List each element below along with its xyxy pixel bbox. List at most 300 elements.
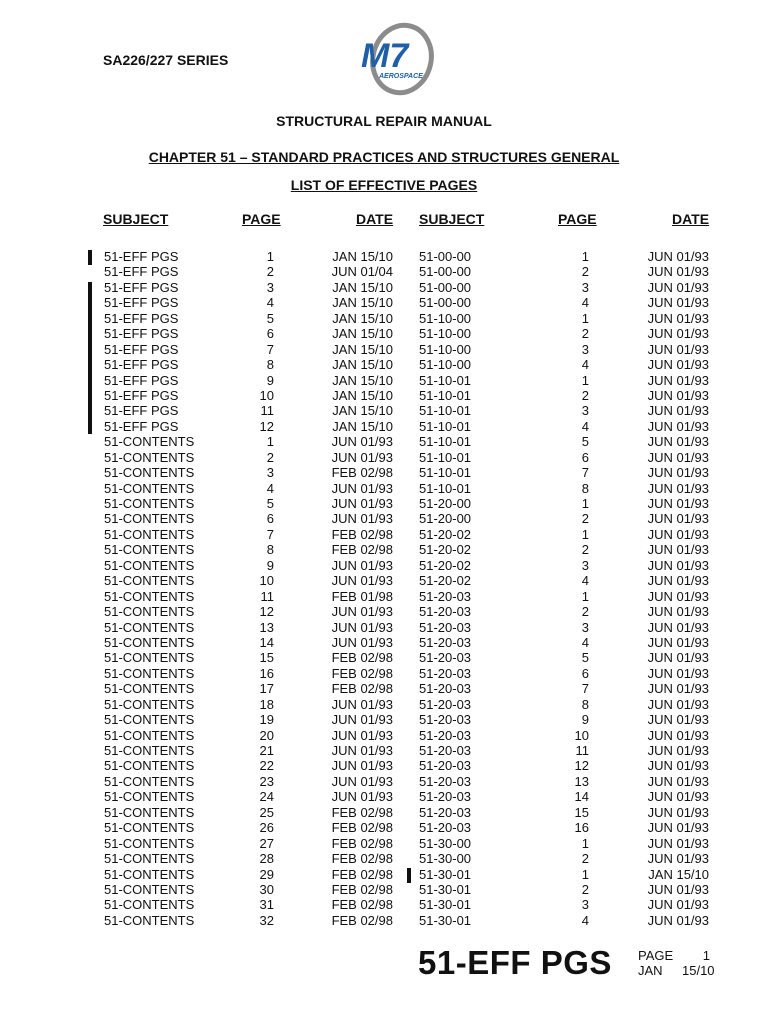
cell-date-right: JUN 01/93 — [647, 341, 709, 357]
cell-date-right: JUN 01/93 — [647, 727, 709, 743]
cell-date-left: FEB 02/98 — [331, 465, 393, 481]
cell-page-right: 5 — [581, 434, 589, 450]
cell-date-left: JAN 15/10 — [332, 418, 393, 434]
cell-subject-left: 51-CONTENTS — [104, 712, 195, 728]
cell-date-left: FEB 02/98 — [331, 542, 393, 558]
cell-page-left: 7 — [266, 341, 274, 357]
cell-date-left: JUN 01/93 — [331, 557, 393, 573]
cell-subject-right: 51-20-03 — [419, 619, 472, 635]
table-row — [0, 604, 768, 619]
cell-date-left: JUN 01/93 — [331, 604, 393, 620]
table-row — [0, 666, 768, 681]
cell-subject-left: 51-CONTENTS — [104, 804, 195, 820]
cell-page-right: 13 — [574, 773, 589, 789]
cell-subject-right: 51-20-02 — [419, 542, 472, 558]
cell-page-left: 32 — [259, 912, 274, 928]
table-row — [0, 264, 768, 279]
cell-page-right: 1 — [581, 866, 589, 882]
cell-subject-left: 51-CONTENTS — [104, 696, 195, 712]
cell-subject-left: 51-CONTENTS — [104, 681, 195, 697]
table-row — [0, 589, 768, 604]
cell-date-left: JUN 01/93 — [331, 434, 393, 450]
m7-aerospace-logo — [355, 22, 441, 100]
cell-page-right: 16 — [574, 820, 589, 836]
cell-subject-right: 51-30-01 — [419, 897, 472, 913]
cell-subject-right: 51-00-00 — [419, 279, 472, 295]
cell-subject-left: 51-EFF PGS — [104, 295, 179, 311]
table-row — [0, 650, 768, 665]
table-row — [0, 789, 768, 804]
cell-date-right: JUN 01/93 — [647, 743, 709, 758]
cell-page-left: 11 — [260, 403, 274, 419]
cell-page-left: 3 — [266, 279, 274, 295]
table-row — [0, 357, 768, 372]
cell-subject-left: 51-CONTENTS — [104, 496, 195, 511]
cell-subject-right: 51-20-00 — [419, 511, 472, 527]
cell-subject-left: 51-CONTENTS — [104, 866, 195, 882]
cell-subject-right: 51-20-03 — [419, 773, 472, 789]
cell-page-right: 2 — [581, 511, 589, 527]
cell-date-left: FEB 02/98 — [331, 681, 393, 697]
cell-subject-right: 51-30-01 — [419, 881, 472, 897]
cell-subject-left: 51-CONTENTS — [104, 511, 195, 527]
cell-date-left: FEB 02/98 — [331, 881, 393, 897]
cell-subject-right: 51-00-00 — [419, 295, 472, 311]
cell-date-left: JUN 01/93 — [331, 480, 393, 496]
cell-subject-right: 51-10-01 — [419, 387, 472, 403]
cell-page-left: 25 — [259, 804, 274, 820]
cell-subject-left: 51-CONTENTS — [104, 758, 195, 774]
cell-subject-left: 51-EFF PGS — [104, 279, 179, 295]
cell-page-left: 16 — [259, 665, 274, 681]
cell-subject-right: 51-30-01 — [419, 912, 472, 928]
cell-date-left: FEB 02/98 — [331, 912, 393, 928]
cell-subject-right: 51-20-02 — [419, 526, 472, 542]
table-row — [0, 867, 768, 882]
cell-subject-right: 51-10-00 — [419, 341, 472, 357]
cell-subject-left: 51-CONTENTS — [104, 851, 195, 867]
cell-page-right: 6 — [581, 449, 589, 465]
cell-subject-left: 51-CONTENTS — [104, 650, 195, 666]
footer-date-label: JAN — [638, 963, 663, 978]
table-row — [0, 712, 768, 727]
cell-subject-right: 51-20-03 — [419, 743, 472, 758]
cell-subject-left: 51-CONTENTS — [104, 820, 195, 836]
cell-page-right: 1 — [581, 310, 589, 326]
cell-page-left: 8 — [266, 357, 274, 373]
cell-date-left: JUN 01/93 — [331, 619, 393, 635]
cell-date-right: JUN 01/93 — [647, 804, 709, 820]
table-row — [0, 805, 768, 820]
cell-page-right: 3 — [581, 341, 589, 357]
table-row — [0, 743, 768, 758]
cell-date-right: JUN 01/93 — [647, 526, 709, 542]
cell-page-left: 2 — [266, 449, 274, 465]
col-subject-header-left: SUBJECT — [103, 211, 169, 227]
cell-date-left: JAN 15/10 — [332, 357, 393, 373]
cell-subject-right: 51-10-01 — [419, 480, 472, 496]
cell-page-left: 31 — [259, 897, 274, 913]
table-row — [0, 573, 768, 588]
table-row — [0, 851, 768, 866]
cell-date-left: JAN 15/10 — [332, 341, 393, 357]
cell-page-right: 3 — [581, 897, 589, 913]
table-row — [0, 913, 768, 928]
cell-subject-right: 51-10-01 — [419, 372, 472, 388]
table-row — [0, 295, 768, 310]
cell-date-right: JUN 01/93 — [647, 851, 709, 867]
cell-page-left: 5 — [266, 310, 274, 326]
cell-date-right: JUN 01/93 — [647, 264, 709, 280]
cell-page-right: 2 — [581, 542, 589, 558]
cell-date-right: JUN 01/93 — [647, 295, 709, 311]
cell-page-right: 1 — [581, 526, 589, 542]
cell-date-left: FEB 02/98 — [331, 866, 393, 882]
cell-subject-left: 51-CONTENTS — [104, 542, 195, 558]
table-row — [0, 527, 768, 542]
cell-subject-left: 51-CONTENTS — [104, 727, 195, 743]
cell-page-left: 1 — [266, 434, 274, 450]
cell-page-left: 12 — [259, 418, 274, 434]
cell-subject-right: 51-10-00 — [419, 326, 472, 342]
cell-date-right: JUN 01/93 — [647, 681, 709, 697]
cell-page-right: 2 — [581, 326, 589, 342]
cell-date-right: JUN 01/93 — [647, 372, 709, 388]
cell-date-right: JUN 01/93 — [647, 449, 709, 465]
col-page-header-left: PAGE — [242, 211, 281, 227]
table-row — [0, 820, 768, 835]
cell-date-right: JUN 01/93 — [647, 403, 709, 419]
cell-page-left: 22 — [259, 758, 274, 774]
cell-date-right: JUN 01/93 — [647, 712, 709, 728]
cell-subject-right: 51-20-03 — [419, 665, 472, 681]
table-row — [0, 249, 768, 264]
effective-pages-table — [0, 249, 768, 928]
table-row — [0, 388, 768, 403]
cell-date-left: FEB 02/98 — [331, 851, 393, 867]
cell-subject-right: 51-20-02 — [419, 557, 472, 573]
cell-subject-right: 51-20-03 — [419, 588, 472, 604]
cell-subject-left: 51-EFF PGS — [104, 341, 179, 357]
cell-page-right: 2 — [581, 881, 589, 897]
cell-page-left: 4 — [266, 480, 274, 496]
cell-subject-right: 51-20-03 — [419, 820, 472, 836]
cell-date-right: JUN 01/93 — [647, 310, 709, 326]
cell-page-right: 15 — [574, 804, 589, 820]
cell-date-left: JAN 15/10 — [332, 249, 393, 264]
cell-subject-right: 51-10-01 — [419, 403, 472, 419]
cell-date-left: FEB 02/98 — [331, 650, 393, 666]
cell-date-left: JUN 01/93 — [331, 758, 393, 774]
cell-page-right: 8 — [581, 696, 589, 712]
table-row — [0, 728, 768, 743]
table-row — [0, 450, 768, 465]
cell-subject-left: 51-CONTENTS — [104, 449, 195, 465]
cell-page-right: 7 — [581, 465, 589, 481]
cell-page-left: 6 — [266, 326, 274, 342]
cell-subject-left: 51-CONTENTS — [104, 526, 195, 542]
cell-subject-left: 51-EFF PGS — [104, 264, 179, 280]
cell-date-left: JUN 01/04 — [331, 264, 393, 280]
table-row — [0, 620, 768, 635]
cell-subject-left: 51-CONTENTS — [104, 634, 195, 650]
cell-date-left: JAN 15/10 — [332, 295, 393, 311]
cell-page-right: 10 — [574, 727, 589, 743]
cell-date-right: JUN 01/93 — [647, 557, 709, 573]
cell-subject-left: 51-EFF PGS — [104, 310, 179, 326]
cell-date-right: JUN 01/93 — [647, 542, 709, 558]
cell-page-right: 11 — [575, 743, 589, 758]
cell-page-left: 26 — [259, 820, 274, 836]
footer-date-value: 15/10 — [682, 963, 715, 978]
manual-title: STRUCTURAL REPAIR MANUAL — [276, 113, 492, 129]
cell-subject-right: 51-10-01 — [419, 465, 472, 481]
cell-page-right: 3 — [581, 403, 589, 419]
cell-date-right: JUN 01/93 — [647, 835, 709, 851]
col-date-header-left: DATE — [356, 211, 394, 227]
footer-page-number: 1 — [702, 948, 710, 963]
cell-date-right: JUN 01/93 — [647, 604, 709, 620]
footer-section: 51-EFF PGS — [418, 944, 612, 981]
cell-subject-left: 51-CONTENTS — [104, 773, 195, 789]
cell-subject-left: 51-CONTENTS — [104, 480, 195, 496]
cell-date-left: FEB 02/98 — [331, 897, 393, 913]
cell-page-left: 21 — [259, 743, 274, 758]
cell-page-right: 7 — [581, 681, 589, 697]
cell-page-left: 9 — [266, 372, 274, 388]
cell-date-left: JUN 01/93 — [331, 634, 393, 650]
cell-date-right: JUN 01/93 — [647, 619, 709, 635]
cell-date-right: JUN 01/93 — [647, 418, 709, 434]
cell-date-left: JAN 15/10 — [332, 279, 393, 295]
cell-date-left: JAN 15/10 — [332, 326, 393, 342]
cell-subject-right: 51-20-03 — [419, 650, 472, 666]
col-subject-header-right: SUBJECT — [419, 211, 485, 227]
cell-date-right: JUN 01/93 — [647, 465, 709, 481]
cell-date-right: JUN 01/93 — [647, 696, 709, 712]
cell-subject-right: 51-20-02 — [419, 573, 472, 589]
cell-page-right: 1 — [581, 372, 589, 388]
cell-subject-left: 51-EFF PGS — [104, 387, 179, 403]
cell-date-left: JUN 01/93 — [331, 712, 393, 728]
table-row — [0, 419, 768, 434]
cell-date-right: JUN 01/93 — [647, 634, 709, 650]
cell-page-left: 17 — [259, 681, 274, 697]
list-title: LIST OF EFFECTIVE PAGES — [290, 177, 478, 193]
cell-subject-left: 51-EFF PGS — [104, 249, 179, 264]
table-row — [0, 758, 768, 773]
cell-page-right: 1 — [581, 588, 589, 604]
cell-page-left: 18 — [259, 696, 274, 712]
table-row — [0, 897, 768, 912]
table-row — [0, 465, 768, 480]
cell-page-left: 12 — [259, 604, 274, 620]
cell-subject-right: 51-20-03 — [419, 681, 472, 697]
cell-date-right: JUN 01/93 — [647, 434, 709, 450]
cell-date-left: JUN 01/93 — [331, 743, 393, 758]
table-row — [0, 311, 768, 326]
col-date-header-right: DATE — [672, 211, 710, 227]
cell-subject-left: 51-EFF PGS — [104, 372, 179, 388]
cell-page-left: 23 — [259, 773, 274, 789]
cell-subject-left: 51-CONTENTS — [104, 665, 195, 681]
table-row — [0, 542, 768, 557]
cell-subject-left: 51-EFF PGS — [104, 418, 179, 434]
cell-subject-right: 51-10-01 — [419, 449, 472, 465]
cell-subject-right: 51-10-00 — [419, 357, 472, 373]
cell-subject-left: 51-CONTENTS — [104, 588, 195, 604]
cell-page-right: 6 — [581, 665, 589, 681]
cell-page-left: 2 — [266, 264, 274, 280]
cell-subject-left: 51-CONTENTS — [104, 835, 195, 851]
cell-page-left: 29 — [259, 866, 274, 882]
cell-page-left: 13 — [259, 619, 274, 635]
cell-date-left: FEB 02/98 — [331, 820, 393, 836]
table-row — [0, 836, 768, 851]
footer-page-label: PAGE — [638, 948, 674, 963]
cell-date-right: JUN 01/93 — [647, 573, 709, 589]
table-row — [0, 635, 768, 650]
cell-subject-right: 51-10-01 — [419, 434, 472, 450]
table-row — [0, 558, 768, 573]
table-row — [0, 481, 768, 496]
cell-date-right: JUN 01/93 — [647, 897, 709, 913]
cell-page-right: 4 — [581, 418, 589, 434]
cell-date-right: JUN 01/93 — [647, 650, 709, 666]
cell-page-right: 2 — [581, 387, 589, 403]
table-row — [0, 434, 768, 449]
cell-subject-right: 51-20-03 — [419, 634, 472, 650]
cell-page-right: 2 — [581, 851, 589, 867]
cell-page-left: 1 — [266, 249, 274, 264]
cell-date-right: JUN 01/93 — [647, 665, 709, 681]
cell-subject-left: 51-CONTENTS — [104, 557, 195, 573]
cell-page-right: 2 — [581, 604, 589, 620]
cell-date-right: JUN 01/93 — [647, 480, 709, 496]
cell-page-right: 4 — [581, 634, 589, 650]
chapter-title: CHAPTER 51 – STANDARD PRACTICES AND STRUCTURES GENERAL — [148, 149, 620, 165]
table-row — [0, 697, 768, 712]
cell-date-right: JAN 15/10 — [648, 866, 709, 882]
cell-page-right: 3 — [581, 557, 589, 573]
cell-date-right: JUN 01/93 — [647, 357, 709, 373]
cell-subject-left: 51-CONTENTS — [104, 619, 195, 635]
cell-date-left: FEB 01/98 — [331, 588, 393, 604]
cell-subject-left: 51-CONTENTS — [104, 912, 195, 928]
cell-subject-right: 51-10-00 — [419, 310, 472, 326]
cell-subject-right: 51-20-00 — [419, 496, 472, 511]
cell-page-left: 3 — [266, 465, 274, 481]
cell-date-left: JUN 01/93 — [331, 727, 393, 743]
cell-subject-right: 51-20-03 — [419, 727, 472, 743]
cell-page-right: 14 — [574, 789, 589, 805]
cell-date-left: FEB 02/98 — [331, 665, 393, 681]
cell-subject-left: 51-CONTENTS — [104, 881, 195, 897]
cell-date-left: JUN 01/93 — [331, 696, 393, 712]
logo-text: M7 — [361, 37, 409, 75]
cell-date-left: FEB 02/98 — [331, 526, 393, 542]
cell-date-right: JUN 01/93 — [647, 773, 709, 789]
cell-page-right: 4 — [581, 295, 589, 311]
cell-date-right: JUN 01/93 — [647, 511, 709, 527]
cell-subject-left: 51-CONTENTS — [104, 573, 195, 589]
cell-page-left: 24 — [259, 789, 274, 805]
table-row — [0, 496, 768, 511]
cell-date-left: JAN 15/10 — [332, 310, 393, 326]
cell-page-right: 1 — [581, 496, 589, 511]
cell-subject-left: 51-CONTENTS — [104, 465, 195, 481]
cell-page-right: 1 — [581, 835, 589, 851]
table-row — [0, 403, 768, 418]
cell-subject-right: 51-20-03 — [419, 696, 472, 712]
cell-subject-right: 51-00-00 — [419, 249, 472, 264]
logo-graphic — [355, 22, 441, 100]
cell-date-left: JUN 01/93 — [331, 511, 393, 527]
cell-date-left: FEB 02/98 — [331, 835, 393, 851]
cell-date-left: JUN 01/93 — [331, 789, 393, 805]
cell-date-left: JAN 15/10 — [332, 403, 393, 419]
table-row — [0, 681, 768, 696]
cell-page-left: 19 — [259, 712, 274, 728]
cell-subject-left: 51-CONTENTS — [104, 604, 195, 620]
cell-page-left: 28 — [259, 851, 274, 867]
logo-subtext: AEROSPACE — [379, 73, 423, 80]
cell-subject-right: 51-30-00 — [419, 835, 472, 851]
cell-date-left: JAN 15/10 — [332, 372, 393, 388]
cell-subject-right: 51-30-00 — [419, 851, 472, 867]
cell-date-right: JUN 01/93 — [647, 326, 709, 342]
table-row — [0, 373, 768, 388]
cell-date-left: JUN 01/93 — [331, 449, 393, 465]
cell-subject-right: 51-20-03 — [419, 758, 472, 774]
table-row — [0, 882, 768, 897]
cell-date-left: FEB 02/98 — [331, 804, 393, 820]
cell-date-right: JUN 01/93 — [647, 249, 709, 264]
footer-page-info — [638, 948, 715, 978]
cell-subject-left: 51-CONTENTS — [104, 743, 195, 758]
cell-page-left: 7 — [266, 526, 274, 542]
cell-page-right: 1 — [581, 249, 589, 264]
cell-page-right: 8 — [581, 480, 589, 496]
cell-page-left: 27 — [259, 835, 274, 851]
cell-subject-right: 51-30-01 — [419, 866, 472, 882]
cell-subject-left: 51-CONTENTS — [104, 897, 195, 913]
cell-page-left: 8 — [266, 542, 274, 558]
cell-subject-right: 51-10-01 — [419, 418, 472, 434]
cell-page-left: 9 — [266, 557, 274, 573]
cell-subject-right: 51-00-00 — [419, 264, 472, 280]
cell-date-right: JUN 01/93 — [647, 387, 709, 403]
cell-page-left: 6 — [266, 511, 274, 527]
cell-date-left: JUN 01/93 — [331, 573, 393, 589]
cell-page-right: 4 — [581, 912, 589, 928]
cell-page-left: 10 — [259, 387, 274, 403]
cell-page-right: 2 — [581, 264, 589, 280]
cell-subject-left: 51-EFF PGS — [104, 357, 179, 373]
cell-page-left: 5 — [266, 496, 274, 511]
cell-page-left: 11 — [260, 588, 274, 604]
table-row — [0, 774, 768, 789]
cell-date-right: JUN 01/93 — [647, 789, 709, 805]
cell-date-left: JAN 15/10 — [332, 387, 393, 403]
cell-page-right: 5 — [581, 650, 589, 666]
table-row — [0, 342, 768, 357]
cell-date-right: JUN 01/93 — [647, 758, 709, 774]
cell-date-right: JUN 01/93 — [647, 588, 709, 604]
cell-subject-right: 51-20-03 — [419, 712, 472, 728]
cell-page-right: 4 — [581, 573, 589, 589]
cell-date-right: JUN 01/93 — [647, 496, 709, 511]
